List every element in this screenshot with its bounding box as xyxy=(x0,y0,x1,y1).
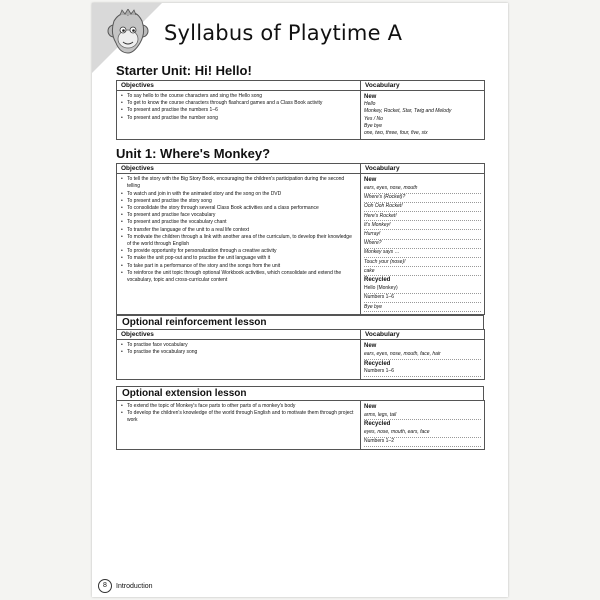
vocab-item: Hello xyxy=(364,101,376,108)
objectives-header: Objectives xyxy=(117,81,361,91)
unit1-heading: Unit 1: Where's Monkey? xyxy=(116,146,271,162)
objectives-cell xyxy=(117,174,361,315)
list-item: • To present and practise the story song xyxy=(120,198,357,205)
vocabulary-header: Vocabulary xyxy=(361,330,485,340)
vocabulary-cell xyxy=(361,174,485,315)
vocabulary-cell xyxy=(361,401,485,450)
footer-section: Introduction xyxy=(116,582,153,590)
vocab-item: Bye bye xyxy=(364,303,481,312)
vocab-item: ears, eyes, nose, mouth, face, hair xyxy=(364,350,481,359)
starter-heading: Starter Unit: Hi! Hello! xyxy=(116,63,252,78)
vocab-item: Where? xyxy=(364,240,481,249)
list-item: • To extend the topic of Monkey's face parts to other parts of a monkey's body xyxy=(120,403,357,410)
list-item: • To practise face vocabulary xyxy=(120,342,357,349)
list-item: • To reinforce the unit topic through optional Workbook activities, which consolidate and extend the vocabulary, topic and cross-curricular content xyxy=(120,270,357,284)
monkey-mascot-icon xyxy=(106,9,150,55)
list-item: • To present and practise the numbers 1–6 xyxy=(120,107,357,114)
vocab-item: It's Monkey! xyxy=(364,221,481,230)
objectives-cell xyxy=(117,91,361,140)
unit1-table xyxy=(116,163,485,315)
objectives-header: Objectives xyxy=(117,330,361,340)
list-item: • To make the unit pop-out and to practise the unit language with it xyxy=(120,255,357,262)
vocab-item: Numbers 1–2 xyxy=(364,438,481,447)
vocab-item: arms, legs, tail xyxy=(364,411,481,420)
vocab-item: Here's Rocket! xyxy=(364,212,481,221)
new-label: New xyxy=(364,177,377,184)
list-item: • To watch and join in with the animated story and the song on the DVD xyxy=(120,191,357,198)
vocab-item: eyes, nose, mouth, ears, face xyxy=(364,429,481,438)
vocabulary-header: Vocabulary xyxy=(361,164,485,174)
reinforcement-table xyxy=(116,329,485,380)
recycled-label: Recycled xyxy=(364,360,391,367)
page-footer xyxy=(98,579,153,593)
vocab-item: Touch your (nose)! xyxy=(364,258,481,267)
objectives-header: Objectives xyxy=(117,164,361,174)
vocab-item: Hurray! xyxy=(364,230,481,239)
extension-heading: Optional extension lesson xyxy=(116,386,484,400)
vocab-item: one, two, three, four, five, six xyxy=(364,130,428,137)
vocab-item: Yes / No xyxy=(364,115,383,122)
vocabulary-header: Vocabulary xyxy=(361,81,485,91)
list-item: • To consolidate the story through several Class Book activities and a class performance xyxy=(120,205,357,212)
new-label: New xyxy=(364,343,377,350)
vocab-item: Where's (Rocket)? xyxy=(364,194,481,203)
objectives-cell xyxy=(117,340,361,380)
page-title: Syllabus of Playtime A xyxy=(164,21,403,45)
extension-table xyxy=(116,400,485,450)
recycled-label: Recycled xyxy=(364,277,391,284)
vocabulary-cell xyxy=(361,91,485,140)
list-item: • To present and practise the vocabulary chant xyxy=(120,219,357,226)
list-item: • To transfer the language of the unit to a real life context xyxy=(120,227,357,234)
list-item: • To develop the children's knowledge of the world through English and to motivate them through project work xyxy=(120,410,357,424)
vocab-item: Numbers 1–6 xyxy=(364,368,481,377)
new-label: New xyxy=(364,404,377,411)
vocab-item: cake xyxy=(364,267,481,276)
vocabulary-cell xyxy=(361,340,485,380)
list-item: • To motivate the children through a link with another area of the curriculum, to develop their knowledge of the world through English xyxy=(120,234,357,248)
list-item: • To take part in a performance of the story and the songs from the unit xyxy=(120,263,357,270)
list-item: • To present and practise face vocabulary xyxy=(120,212,357,219)
vocab-item: Bye bye xyxy=(364,122,383,129)
new-label: New xyxy=(364,94,377,100)
objectives-cell xyxy=(117,401,361,450)
list-item: • To present and practise the number song xyxy=(120,115,357,122)
content xyxy=(116,63,484,450)
vocab-item: Numbers 1–6 xyxy=(364,294,481,303)
vocab-item: Hello (Monkey) xyxy=(364,285,481,294)
page-number: 8 xyxy=(98,579,112,593)
vocab-item: Monkey says … xyxy=(364,249,481,258)
vocab-item: Ooh Ooh Rocket! xyxy=(364,203,481,212)
list-item: • To provide opportunity for personalization through a creative activity xyxy=(120,248,357,255)
vocab-item: ears, eyes, nose, mouth xyxy=(364,184,481,193)
page xyxy=(92,3,508,597)
reinforcement-heading: Optional reinforcement lesson xyxy=(116,315,484,329)
starter-table xyxy=(116,80,485,140)
list-item: • To tell the story with the Big Story Book, encouraging the children's participation during the second telling xyxy=(120,176,357,190)
list-item: • To practise the vocabulary song xyxy=(120,349,357,356)
list-item: • To say hello to the course characters and sing the Hello song xyxy=(120,93,357,100)
recycled-label: Recycled xyxy=(364,421,391,428)
vocab-item: Monkey, Rocket, Star, Twig and Melody xyxy=(364,108,452,115)
list-item: • To get to know the course characters through flashcard games and a Class Book activity xyxy=(120,100,357,107)
